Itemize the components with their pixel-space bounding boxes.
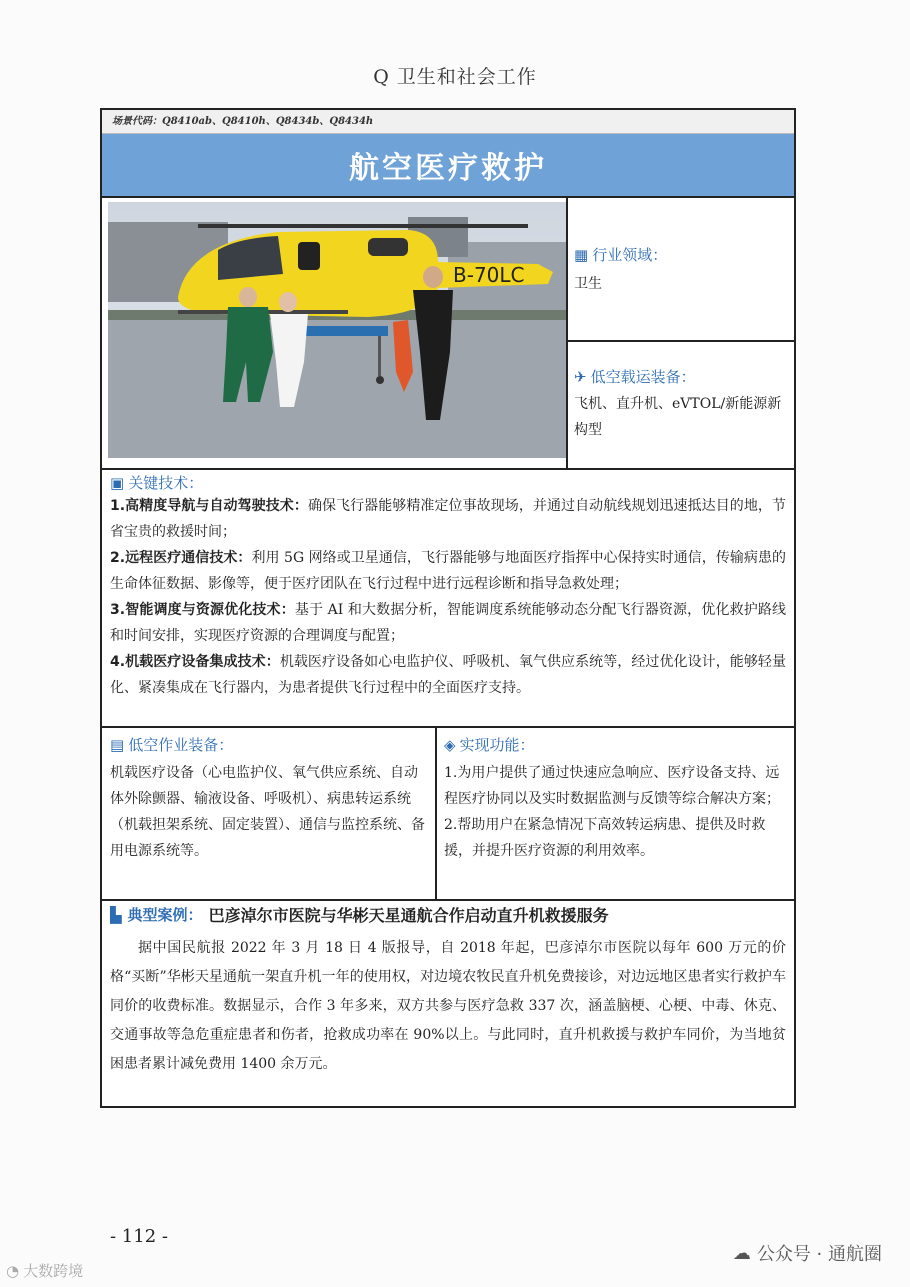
equipment-label: 低空作业装备： <box>128 736 234 754</box>
tech-label-row <box>110 472 786 493</box>
carrier-value: 飞机、直升机、eVTOL/新能源新构型 <box>574 396 782 438</box>
registration-mark: B-70LC <box>453 263 525 287</box>
equipment-label-row <box>110 732 428 758</box>
tech-item <box>110 649 786 701</box>
tech-item-head: 2.远程医疗通信技术： <box>110 550 252 566</box>
function-item: 2.帮助用户在紧急情况下高效转运病患、提供及时救援，并提升医疗资源的利用效率。 <box>444 817 766 859</box>
industry-label-row <box>574 244 786 265</box>
monitor-icon: ▤ <box>110 736 125 754</box>
equipment-section <box>110 732 428 864</box>
tech-item-head: 4.机载医疗设备集成技术： <box>110 654 280 670</box>
tech-item <box>110 545 786 597</box>
industry-label: 行业领域： <box>592 246 668 264</box>
case-body: 据中国民航报 2022 年 3 月 18 日 4 版报导，自 2018 年起，巴彦淖尔市医院以每年 600 万元的价格“买断”华彬天星通航一架直升机一年的使用权，对边境农牧民直升机免费接诊，对边远地区患者实行救护车同价的收费标准。数据显示，合作 3 年多来，双方共参与医疗急救 337 次，涵盖脑梗、心梗、中毒、休克、交通事故等急危重症患者和伤者，抢救成功率在 90%以上。与此同时，直升机救援与救护车同价，为当地贫困患者累计减免费用 1400 余万元。 <box>110 940 786 1072</box>
tech-label: 关键技术： <box>128 474 204 492</box>
wechat-account: 公众号 · 通航圈 <box>756 1244 882 1265</box>
case-label: 典型案例： <box>127 906 203 924</box>
drone-icon: ✈ <box>574 367 587 386</box>
carrier-label-row <box>574 366 786 387</box>
card-title: 航空医疗救护 <box>349 151 547 186</box>
equipment-text: 机载医疗设备（心电监护仪、氧气供应系统、自动体外除颤器、输液设备、呼吸机）、病患转运系统（机载担架系统、固定装置）、通信与监控系统、备用电源系统等。 <box>110 765 425 859</box>
industry-value: 卫生 <box>574 276 602 292</box>
carrier-label: 低空载运装备： <box>590 368 696 386</box>
wechat-footer <box>733 1240 882 1266</box>
grid-icon: ▦ <box>574 245 589 264</box>
function-item: 1.为用户提供了通过快速应急响应、医疗设备支持、远程医疗协同以及实时数据监测与反馈等综合解决方案； <box>444 765 780 807</box>
function-section <box>444 732 786 864</box>
person-desk-icon: ▙ <box>110 905 122 924</box>
helicopter-photo <box>108 202 566 458</box>
watermark-text: 大数跨境 <box>23 1262 84 1280</box>
industry-cell <box>574 244 786 297</box>
wechat-icon: ☁ <box>732 1242 751 1264</box>
scenario-card <box>100 108 796 1108</box>
key-tech-section <box>110 472 786 701</box>
function-label-row <box>444 732 786 758</box>
case-section <box>110 903 786 1079</box>
title-banner <box>102 134 794 198</box>
tech-item-text: 基于 AI 和大数据分析，智能调度系统能够动态分配飞行器资源，优化救护路线和时间安排，实现医疗资源的合理调度与配置； <box>110 602 786 644</box>
screen-icon: ▣ <box>110 473 125 492</box>
watermark-icon: ◔ <box>6 1261 20 1280</box>
tech-item-text: 利用 5G 网络或卫星通信，飞行器能够与地面医疗指挥中心保持实时通信，传输病患的生命体征数据、影像等，便于医疗团队在飞行过程中进行远程诊断和指导急救处理； <box>110 550 786 592</box>
tech-item-head: 1.高精度导航与自动驾驶技术： <box>110 498 308 514</box>
page-number: - 112 - <box>110 1226 168 1247</box>
tech-item-head: 3.智能调度与资源优化技术： <box>110 602 295 618</box>
watermark <box>6 1260 83 1281</box>
function-label: 实现功能： <box>459 736 535 754</box>
helicopter-illustration <box>108 202 566 458</box>
tech-item-text: 机载医疗设备如心电监护仪、呼吸机、氧气供应系统等，经过优化设计，能够轻量化、紧凑集成在飞行器内，为患者提供飞行过程中的全面医疗支持。 <box>110 654 786 696</box>
case-title-row <box>110 903 786 926</box>
tech-item-text: 确保飞行器能够精准定位事故现场，并通过自动航线规划迅速抵达目的地，节省宝贵的救援时间； <box>110 498 786 540</box>
scene-code: 场景代码：Q8410ab、Q8410h、Q8434b、Q8434h <box>102 110 794 134</box>
case-title: 巴彦淖尔市医院与华彬天星通航合作启动直升机救援服务 <box>208 906 609 925</box>
cube-icon: ◈ <box>444 736 456 754</box>
tech-item <box>110 493 786 545</box>
chapter-header: Q 卫生和社会工作 <box>373 66 537 88</box>
carrier-cell <box>574 366 786 443</box>
tech-item <box>110 597 786 649</box>
